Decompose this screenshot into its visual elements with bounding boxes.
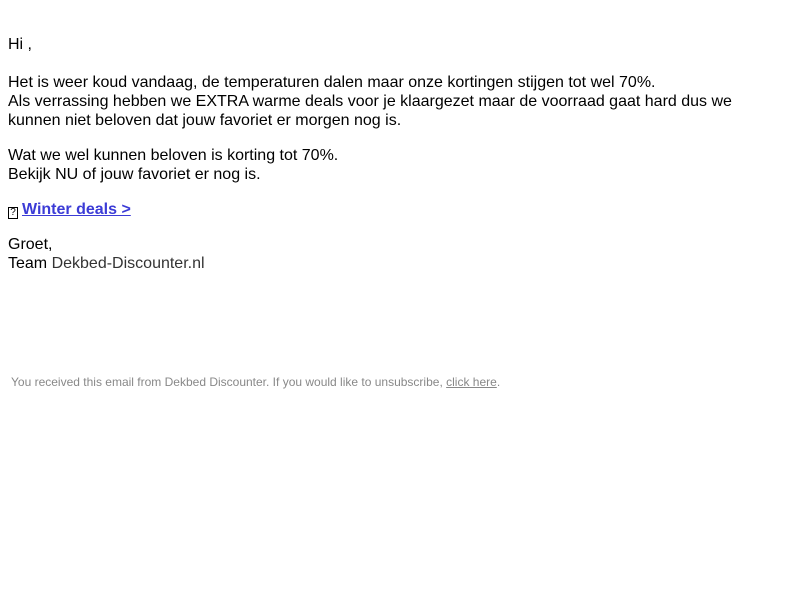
signoff — [8, 235, 784, 273]
brand-name: Dekbed-Discounter.nl — [51, 255, 205, 272]
unsubscribe-link[interactable]: click here — [446, 375, 497, 389]
footer-suffix: . — [496, 375, 501, 389]
team-prefix: Team — [8, 255, 52, 272]
email-footer — [11, 375, 500, 389]
intro-line-2: Als verrassing hebben we EXTRA warme deals voor je klaargezet maar de voorraad gaat hard dus we kunnen niet beloven dat jouw favoriet er morgen nog is. — [8, 93, 732, 129]
cta-row — [8, 200, 131, 219]
signoff-team — [8, 254, 784, 273]
promise-line-2: Bekijk NU of jouw favoriet er nog is. — [8, 166, 261, 183]
intro-line-1: Het is weer koud vandaag, de temperaturen dalen maar onze kortingen stijgen tot wel 70%. — [8, 74, 656, 91]
intro-paragraph — [8, 73, 784, 130]
missing-glyph-icon: ? — [8, 207, 18, 219]
promise-paragraph — [8, 146, 784, 184]
footer-text: You received this email from Dekbed Discounter. If you would like to unsubscribe, — [11, 375, 447, 389]
signoff-greeting: Groet, — [8, 236, 53, 253]
winter-deals-link[interactable]: Winter deals > — [22, 201, 131, 218]
promise-line-1: Wat we wel kunnen beloven is korting tot 70%. — [8, 147, 339, 164]
greeting: Hi , — [8, 36, 32, 53]
